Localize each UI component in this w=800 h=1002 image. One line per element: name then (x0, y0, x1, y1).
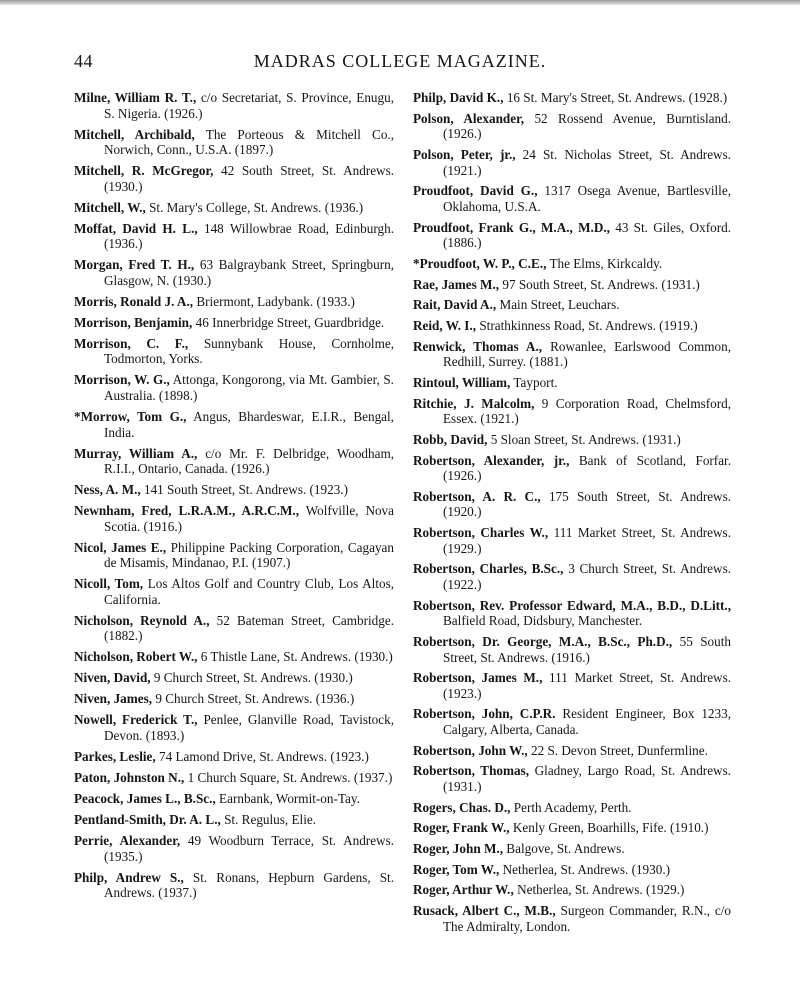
entry-name: Morrison, Benjamin, (74, 314, 193, 330)
entry-name: Morrison, C. F., (74, 335, 189, 351)
entry-name: Mitchell, W., (74, 199, 146, 215)
entry-name: Robertson, John, C.P.R. (413, 706, 556, 722)
entry-name: Nicol, James E., (74, 539, 167, 555)
directory-entry (413, 297, 731, 313)
directory-entry (74, 833, 394, 864)
page-title: MADRAS COLLEGE MAGAZINE. (253, 51, 547, 71)
entry-address: 52 Bateman Street, Cambridge. (1882.) (104, 612, 395, 644)
entry-name: Robertson, Charles, B.Sc., (413, 561, 564, 577)
scan-top-edge (0, 0, 800, 5)
entry-address: 6 Thistle Lane, St. Andrews. (1930.) (200, 649, 393, 665)
entry-address: The Elms, Kirkcaldy. (549, 255, 663, 271)
entry-name: Ritchie, J. Malcolm, (413, 395, 535, 411)
entry-name: Polson, Peter, jr., (413, 146, 516, 162)
entry-address: Netherlea, St. Andrews. (1930.) (502, 861, 671, 877)
directory-entry (413, 706, 731, 737)
entry-address: St. Mary's College, St. Andrews. (1936.) (149, 199, 364, 215)
entry-name: Roger, John M., (413, 841, 503, 857)
entry-name: Paton, Johnston N., (74, 769, 185, 785)
entry-name: Robertson, James M., (413, 670, 543, 686)
entry-name: Reid, W. I., (413, 317, 477, 333)
entry-name: Polson, Alexander, (413, 110, 525, 126)
entry-name: Mitchell, R. McGregor, (74, 163, 214, 179)
directory-entry (74, 870, 394, 901)
entry-address: 22 S. Devon Street, Dunfermline. (530, 742, 708, 758)
entry-name: Parkes, Leslie, (74, 748, 156, 764)
directory-entry (74, 90, 394, 121)
directory-entry (413, 598, 731, 629)
entry-name: *Morrow, Tom G., (74, 409, 187, 424)
entry-name: Philp, David K., (413, 90, 504, 105)
entry-address: 111 Market Street, St. Andrews. (1929.) (443, 525, 731, 556)
entry-address: 9 Church Street, St. Andrews. (1930.) (153, 670, 353, 686)
entry-address: Main Street, Leuchars. (499, 297, 620, 313)
entry-name: Philp, Andrew S., (74, 869, 184, 885)
entry-address: Tayport. (513, 374, 558, 390)
entry-name: Murray, William A., (74, 445, 198, 461)
entry-name: Proudfoot, David G., (413, 183, 538, 199)
entry-address: Sunnybank House, Cornholme, Todmorton, Yorks. (104, 335, 395, 367)
entry-address: Netherlea, St. Andrews. (1929.) (517, 882, 685, 898)
entry-address: c/o Secretariat, S. Province, Enugu, S. Nigeria. (1926.) (104, 90, 394, 121)
directory-entry (413, 903, 731, 934)
directory-entry (413, 453, 731, 484)
entry-name: Roger, Frank W., (413, 820, 510, 836)
entry-name: Morgan, Fred T. H., (74, 257, 195, 273)
entry-name: Nowell, Frederick T., (74, 712, 198, 728)
directory-entry (74, 691, 394, 707)
entry-address: 42 South Street, St. Andrews. (1930.) (104, 163, 395, 194)
directory-entry (413, 862, 731, 878)
directory-entry (74, 315, 394, 331)
entry-name: Rait, David A., (413, 297, 497, 313)
entry-name: Robb, David, (413, 431, 488, 447)
entry-address: Philippine Packing Corporation, Cagayan de Misamis, Mindanao, P.I. (1907.) (104, 539, 394, 571)
right-column (413, 90, 731, 939)
entry-address: 175 South Street, St. Andrews. (1920.) (443, 488, 732, 520)
entry-address: 24 St. Nicholas Street, St. Andrews. (1921.) (443, 146, 732, 178)
directory-entry (74, 670, 394, 686)
directory-entry (74, 576, 394, 607)
entry-name: Peacock, James L., B.Sc., (74, 790, 216, 806)
directory-entry (413, 634, 731, 665)
directory-entry (74, 409, 394, 440)
directory-entry (413, 183, 731, 214)
entry-name: *Proudfoot, W. P., C.E., (413, 255, 547, 271)
entry-name: Newnham, Fred, L.R.A.M., A.R.C.M., (74, 503, 299, 519)
directory-entry (413, 147, 731, 178)
directory-entry (413, 432, 731, 448)
entry-address: 111 Market Street, St. Andrews. (1923.) (443, 670, 731, 701)
entry-name: Rintoul, William, (413, 374, 511, 390)
page-number: 44 (74, 51, 93, 71)
entry-address: Balgove, St. Andrews. (506, 841, 625, 857)
entry-name: Robertson, Rev. Professor Edward, M.A., B.D., D.Litt., (413, 597, 731, 613)
entry-address: 49 Woodburn Terrace, St. Andrews. (1935.) (104, 832, 395, 864)
entry-address: Los Altos Golf and Country Club, Los Altos, California. (104, 576, 395, 607)
entry-name: Robertson, John W., (413, 742, 528, 758)
directory-entry (413, 375, 731, 391)
entry-address: Bank of Scotland, Forfar. (1926.) (443, 452, 732, 484)
directory-entry (74, 127, 394, 158)
entry-name: Morris, Ronald J. A., (74, 293, 194, 309)
entry-address: 9 Church Street, St. Andrews. (1936.) (155, 691, 355, 707)
entry-name: Robertson, Dr. George, M.A., B.Sc., Ph.D., (413, 633, 673, 649)
entry-address: Resident Engineer, Box 1233, Calgary, Alberta, Canada. (443, 706, 731, 738)
entry-address: 97 South Street, St. Andrews. (1931.) (502, 276, 700, 292)
entry-address: Balfield Road, Didsbury, Manchester. (443, 613, 643, 629)
entry-address: 16 St. Mary's Street, St. Andrews. (1928.) (506, 90, 728, 105)
entry-address: 46 Innerbridge Street, Guardbridge. (195, 314, 385, 330)
entry-address: c/o Mr. F. Delbridge, Woodham, R.I.I., Ontario, Canada. (1926.) (104, 445, 395, 477)
directory-entry (413, 256, 731, 272)
directory-entry (74, 372, 394, 403)
directory-entry (74, 712, 394, 743)
entry-name: Morrison, W. G., (74, 372, 170, 388)
directory-entry (413, 800, 731, 816)
entry-address: 1 Church Square, St. Andrews. (1937.) (187, 769, 393, 785)
entry-address: 43 St. Giles, Oxford. (1886.) (443, 219, 731, 251)
entry-name: Niven, David, (74, 670, 151, 686)
entry-address: 9 Corporation Road, Chelmsford, Essex. (1921.) (443, 395, 731, 427)
entry-address: Briermont, Ladybank. (1933.) (196, 293, 355, 309)
entry-address: Rowanlee, Earlswood Common, Redhill, Surrey. (1881.) (443, 338, 732, 370)
entry-address: 5 Sloan Street, St. Andrews. (1931.) (490, 431, 681, 447)
directory-entry (74, 482, 394, 498)
directory-entry (74, 446, 394, 477)
entry-address: 148 Willowbrae Road, Edinburgh. (1936.) (104, 220, 395, 252)
directory-entry (74, 294, 394, 310)
entry-address: Perth Academy, Perth. (513, 799, 632, 815)
entry-name: Milne, William R. T., (74, 90, 197, 105)
directory-entry (74, 812, 394, 828)
directory-entry (74, 791, 394, 807)
entry-address: 63 Balgraybank Street, Springburn, Glasgow, N. (1930.) (104, 257, 395, 288)
entry-name: Rogers, Chas. D., (413, 799, 511, 815)
directory-entry (413, 90, 731, 106)
entry-address: 141 South Street, St. Andrews. (1923.) (143, 482, 349, 498)
directory-entry (413, 489, 731, 520)
entry-address: Strathkinness Road, St. Andrews. (1919.) (479, 317, 698, 333)
entry-name: Renwick, Thomas A., (413, 338, 543, 354)
entry-address: 55 South Street, St. Andrews. (1916.) (443, 633, 731, 665)
directory-entry (413, 561, 731, 592)
entry-name: Rae, James M., (413, 276, 500, 292)
directory-entry (74, 257, 394, 288)
directory-entry (413, 111, 731, 142)
left-column (74, 90, 394, 906)
entry-name: Robertson, Charles W., (413, 525, 549, 541)
directory-entry (74, 200, 394, 216)
entry-name: Roger, Arthur W., (413, 882, 514, 898)
entry-address: Angus, Bhardeswar, E.I.R., Bengal, India. (104, 409, 394, 440)
entry-address: 74 Lamond Drive, St. Andrews. (1923.) (158, 748, 369, 764)
entry-address: Earnbank, Wormit-on-Tay. (219, 790, 360, 806)
directory-entry (413, 277, 731, 293)
directory-entry (413, 220, 731, 251)
entry-address: Penlee, Glanville Road, Tavistock, Devon. (1893.) (104, 712, 395, 743)
entry-name: Proudfoot, Frank G., M.A., M.D., (413, 219, 610, 235)
entry-address: Kenly Green, Boarhills, Fife. (1910.) (512, 820, 709, 836)
entry-name: Niven, James, (74, 691, 153, 707)
entry-name: Rusack, Albert C., M.B., (413, 903, 556, 919)
directory-entry (413, 841, 731, 857)
directory-entry (413, 882, 731, 898)
directory-entry (413, 670, 731, 701)
entry-name: Perrie, Alexander, (74, 832, 181, 848)
directory-entry (74, 770, 394, 786)
entry-address: Gladney, Largo Road, St. Andrews. (1931.) (443, 763, 732, 795)
directory-entry (74, 540, 394, 571)
entry-name: Moffat, David H. L., (74, 220, 198, 236)
entry-address: Surgeon Commander, R.N., c/o The Admiralty, London. (443, 903, 732, 934)
entry-address: 52 Rossend Avenue, Burntisland. (1926.) (443, 110, 731, 142)
directory-entry (74, 163, 394, 194)
directory-entry (413, 820, 731, 836)
directory-entry (413, 396, 731, 427)
entry-name: Nicoll, Tom, (74, 576, 144, 592)
directory-entry (74, 749, 394, 765)
entry-name: Pentland-Smith, Dr. A. L., (74, 811, 221, 827)
entry-name: Roger, Tom W., (413, 861, 500, 877)
directory-entry (413, 763, 731, 794)
directory-entry (74, 503, 394, 534)
entry-address: St. Regulus, Elie. (224, 811, 317, 827)
entry-address: St. Ronans, Hepburn Gardens, St. Andrews. (1937.) (104, 869, 394, 901)
entry-address: Wolfville, Nova Scotia. (1916.) (104, 503, 395, 534)
entry-address: Attonga, Kongorong, via Mt. Gambier, S. Australia. (1898.) (104, 372, 394, 404)
entry-name: Nicholson, Reynold A., (74, 612, 210, 628)
directory-entry (413, 318, 731, 334)
directory-entry (413, 525, 731, 556)
directory-entry (413, 339, 731, 370)
entry-name: Ness, A. M., (74, 482, 141, 498)
entry-name: Robertson, Alexander, jr., (413, 452, 570, 468)
directory-entry (74, 649, 394, 665)
directory-entry (74, 336, 394, 367)
entry-name: Robertson, A. R. C., (413, 488, 541, 504)
entry-name: Mitchell, Archibald, (74, 126, 195, 142)
entry-address: The Porteous & Mitchell Co., Norwich, Conn., U.S.A. (1897.) (104, 126, 395, 158)
directory-entry (74, 221, 394, 252)
directory-entry (413, 743, 731, 759)
entry-name: Nicholson, Robert W., (74, 649, 198, 665)
entry-address: 3 Church Street, St. Andrews. (1922.) (443, 561, 731, 592)
entry-name: Robertson, Thomas, (413, 763, 530, 779)
entry-address: 1317 Osega Avenue, Bartlesville, Oklahoma, U.S.A. (443, 183, 731, 214)
directory-entry (74, 613, 394, 644)
